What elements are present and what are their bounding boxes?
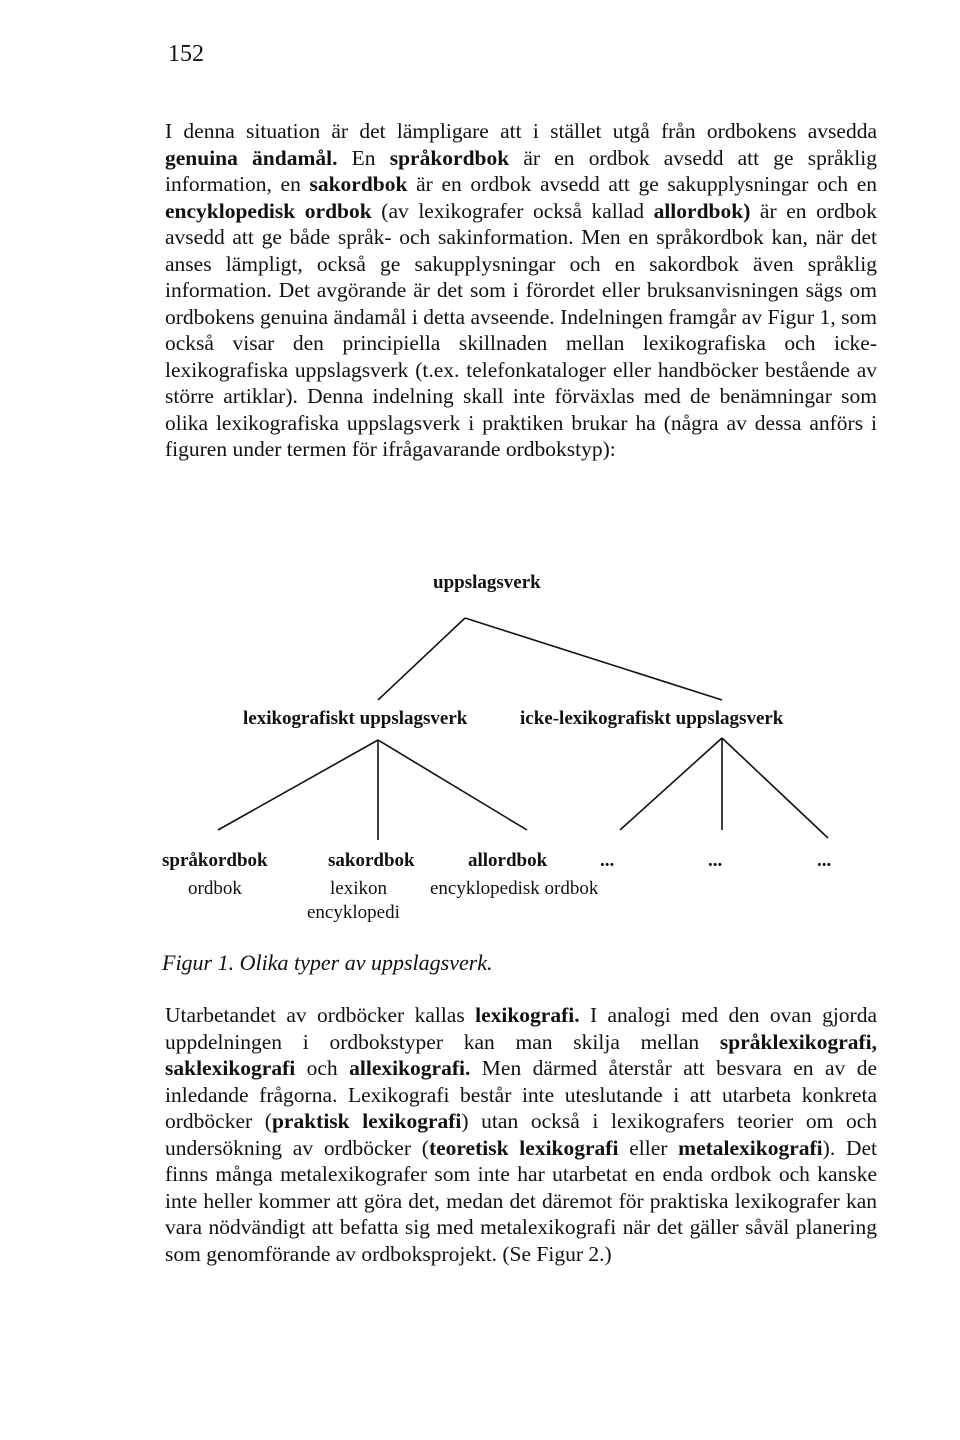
example-lexikon: lexikon [330, 878, 387, 899]
text-run: är en ordbok avsedd att ge sakupplysningar och en [407, 172, 877, 196]
term-allexikografi: allexikografi. [349, 1056, 471, 1080]
term-metalexikografi: metalexikografi [678, 1135, 823, 1160]
text-run: I denna situation är det lämpligare att i stället utgå från ordbokens avsedda [165, 119, 877, 143]
example-encyklopedi: encyklopedi [307, 902, 400, 923]
term-teoretisk-lexikografi: teoretisk lexikografi [428, 1135, 619, 1160]
paragraph-lexikografi [165, 1002, 877, 1267]
figure-caption: Figur 1. Olika typer av uppslagsverk. [162, 950, 493, 975]
example-ordbok: ordbok [188, 878, 242, 899]
text-run: och [295, 1056, 350, 1080]
term-encyklopedisk-ordbok: encyklopedisk ordbok [165, 198, 372, 223]
term-sakordbok: sakordbok [309, 172, 408, 196]
text-run: eller [618, 1135, 679, 1160]
leaf-ellipsis-2: ... [708, 850, 723, 871]
text-run: är en ordbok avsedd att ge språklig information, en [165, 145, 878, 196]
edge-root-left [378, 618, 465, 700]
leaf-sprakordbok: språkordbok [162, 850, 268, 871]
text-run: I analogi med den ovan gjorda uppdelningen i ordbokstyper kan man skilja mellan [165, 1003, 877, 1054]
text-run: Men därmed återstår att besvara en av de inledande frågorna. Lexikografi består inte uteslutande i att utarbeta konkreta ordböcker ( [165, 1056, 877, 1133]
page-number: 152 [168, 41, 204, 67]
edge-root-right [465, 618, 722, 700]
text-run: ) utan också i lexikografers teorier om och undersökning av ordböcker ( [165, 1109, 877, 1160]
term-praktisk-lexikografi: praktisk lexikografi [271, 1109, 462, 1133]
leaf-sakordbok: sakordbok [328, 850, 415, 871]
example-encyklopedisk-ordbok: encyklopedisk ordbok [430, 878, 599, 899]
term-allordbok: allordbok) [653, 198, 751, 223]
leaf-ellipsis-3: ... [817, 850, 832, 871]
edge-right-leaf6 [722, 738, 828, 838]
edge-left-leaf1 [218, 740, 378, 830]
term-lexikografi: lexikografi. [475, 1003, 580, 1027]
text-run: (av lexikografer också kallad [371, 198, 654, 223]
term-spraklexikografi-saklexikografi: språklexikografi, saklexikografi [165, 1029, 877, 1080]
text-run: är en ordbok avsedd att ge både språk- och sakinformation. Men en språkordbok kan, när det anses lämpligt, också ge sakupplysningar och en sakordbok även språklig information. Det avgörande är det som i förordet eller bruksanvisningen sägs om ordbokens genuina ändamål i detta avseende. Indelningen framgår av Figur 1, som också visar den principiella skillnaden mellan lexikografiska och icke-lexikografiska uppslagsverk (t.ex. telefonkataloger eller handböcker bestående av större artiklar). Denna indelning skall inte förväxlas med de benämningar som olika lexikografiska uppslagsverk i praktiken brukar ha (några av dessa anförs i figuren under termen för ifrågavarande ordbokstyp): [165, 198, 877, 461]
term-sprakordbok: språkordbok [389, 145, 510, 170]
paragraph-definitions [165, 118, 877, 463]
edge-right-leaf4 [620, 738, 722, 830]
leaf-ellipsis-1: ... [600, 850, 615, 871]
text-run: En [337, 145, 390, 170]
node-lexikografiskt: lexikografiskt uppslagsverk [243, 708, 468, 729]
text-run: ). Det finns många metalexikografer som inte har utarbetat en enda ordbok och kanske inte heller kommer att göra det, medan det däremot för praktiska lexikografer kan vara nödvändigt att befatta sig med metalexikografi när det gäller såväl planering som genomförande av ordboksprojekt. (Se Figur 2.) [165, 1135, 877, 1266]
edge-left-leaf3 [378, 740, 527, 830]
leaf-allordbok: allordbok [468, 850, 548, 871]
node-icke-lexikografiskt: icke-lexikografiskt uppslagsverk [520, 708, 784, 729]
term-genuina-andamal: genuina ändamål. [165, 145, 338, 170]
text-run: Utarbetandet av ordböcker kallas [165, 1003, 476, 1027]
node-root: uppslagsverk [433, 572, 541, 593]
